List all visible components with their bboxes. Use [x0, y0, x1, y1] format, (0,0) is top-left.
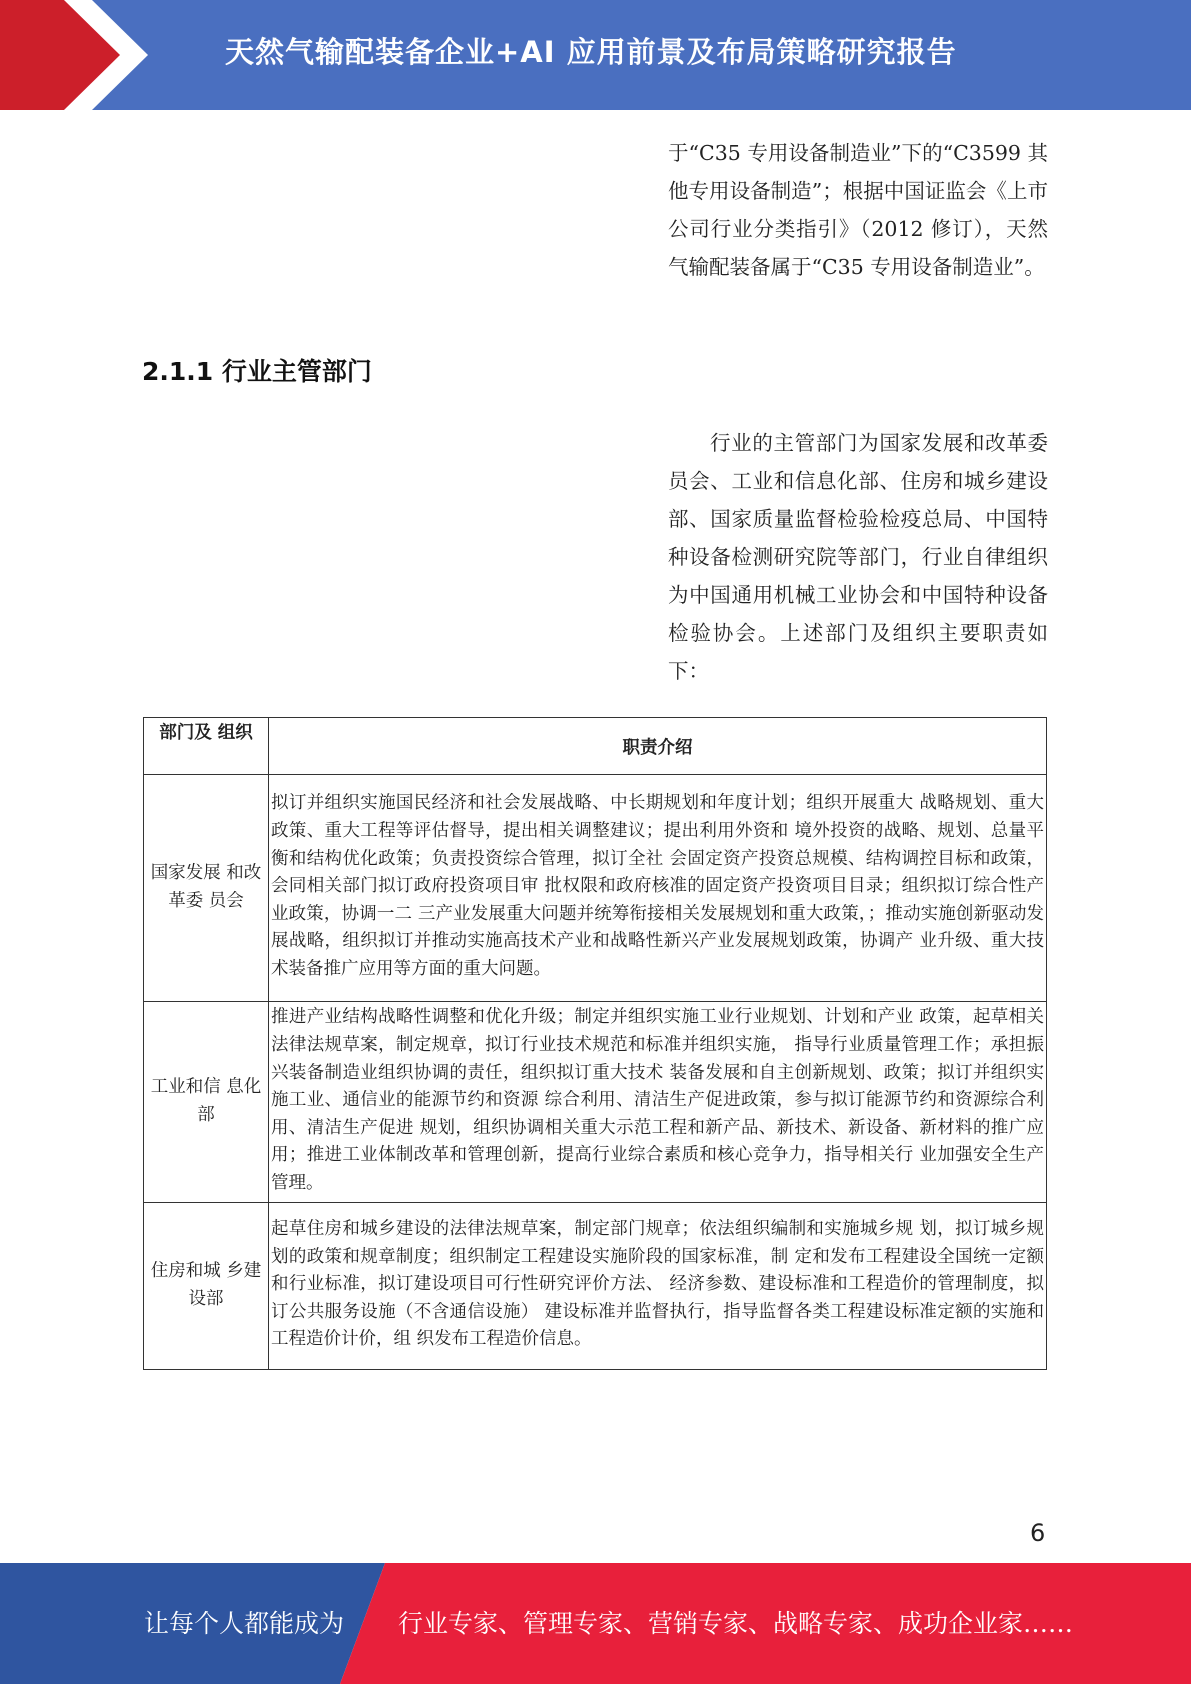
section-heading: 2.1.1 行业主管部门 [142, 357, 372, 386]
header-chevron-graphic [0, 0, 160, 110]
table-row [144, 1002, 1047, 1203]
table-row [144, 1203, 1047, 1370]
intro-paragraph: 于“C35 专用设备制造业”下的“C3599 其他专用设备制造”；根据中国证监会《上市公司行业分类指引》（2012 修订），天然气输配装备属于“C35 专用设备制造业”。 [668, 141, 1048, 279]
table-header-row [144, 718, 1047, 775]
duty-cell: 起草住房和城乡建设的法律法规草案，制定部门规章；依法组织编制和实施城乡规 划，拟订城乡规划的政策和规章制度；组织制定工程建设实施阶段的国家标准，制 定和发布工程建设全国统一定额和行业标准，拟订建设项目可行性研究评价方法、 经济参数、建设标准和工程造价的管理制度，拟订公共服务设施（不含通信设施） 建设标准并监督执行，指导监督各类工程建设标准定额的实施和工程造价计价，组 织发布工程造价信息。 [269, 1203, 1047, 1370]
table-row [144, 775, 1047, 1002]
footer-slogan-left: 让每个人都能成为 [144, 1609, 345, 1638]
section-paragraph: 行业的主管部门为国家发展和改革委员会、工业和信息化部、住房和城乡建设部、国家质量监督检验检疫总局、中国特种设备检测研究院等部门，行业自律组织为中国通用机械工业协会和中国特种设备检验协会。上述部门及组织主要职责如下： [668, 431, 1048, 683]
footer-slogan-right: 行业专家、管理专家、营销专家、战略专家、成功企业家…… [398, 1609, 1074, 1638]
page-number: 6 [1030, 1519, 1046, 1547]
dept-cell: 国家发展 和改革委 员会 [144, 775, 269, 1002]
header-banner [0, 0, 1191, 110]
duty-cell: 拟订并组织实施国民经济和社会发展战略、中长期规划和年度计划；组织开展重大 战略规划、重大政策、重大工程等评估督导，提出相关调整建议；提出利用外资和 境外投资的战略、规划、总量平衡和结构优化政策；负责投资综合管理，拟订全社 会固定资产投资总规模、结构调控目标和政策，会同相关部门拟订政府投资项目审 批权限和政府核准的固定资产投资项目目录；组织拟订综合性产业政策，协调一二 三产业发展重大问题并统筹衔接相关发展规划和重大政策，；推动实施创新驱动发展战略，组织拟订并推动实施高技术产业和战略性新兴产业发展规划政策，协调产 业升级、重大技术装备推广应用等方面的重大问题。 [269, 775, 1047, 1002]
duties-table [143, 717, 1047, 1370]
report-title: 天然气输配装备企业+AI 应用前景及布局策略研究报告 [225, 35, 957, 69]
dept-cell: 工业和信 息化部 [144, 1002, 269, 1203]
duty-cell: 推进产业结构战略性调整和优化升级；制定并组织实施工业行业规划、计划和产业 政策，起草相关法律法规草案，制定规章，拟订行业技术规范和标准并组织实施， 指导行业质量管理工作；承担振兴装备制造业组织协调的责任，组织拟订重大技术 装备发展和自主创新规划、政策；拟订并组织实施工业、通信业的能源节约和资源 综合利用、清洁生产促进政策，参与拟订能源节约和资源综合利用、清洁生产促进 规划，组织协调相关重大示范工程和新产品、新技术、新设备、新材料的推广应 用；推进工业体制改革和管理创新，提高行业综合素质和核心竞争力，指导相关行 业加强安全生产管理。 [269, 1002, 1047, 1203]
table-header-dept: 部门及 组织 [144, 718, 269, 775]
table-header-duty: 职责介绍 [269, 718, 1047, 775]
dept-cell: 住房和城 乡建设部 [144, 1203, 269, 1370]
